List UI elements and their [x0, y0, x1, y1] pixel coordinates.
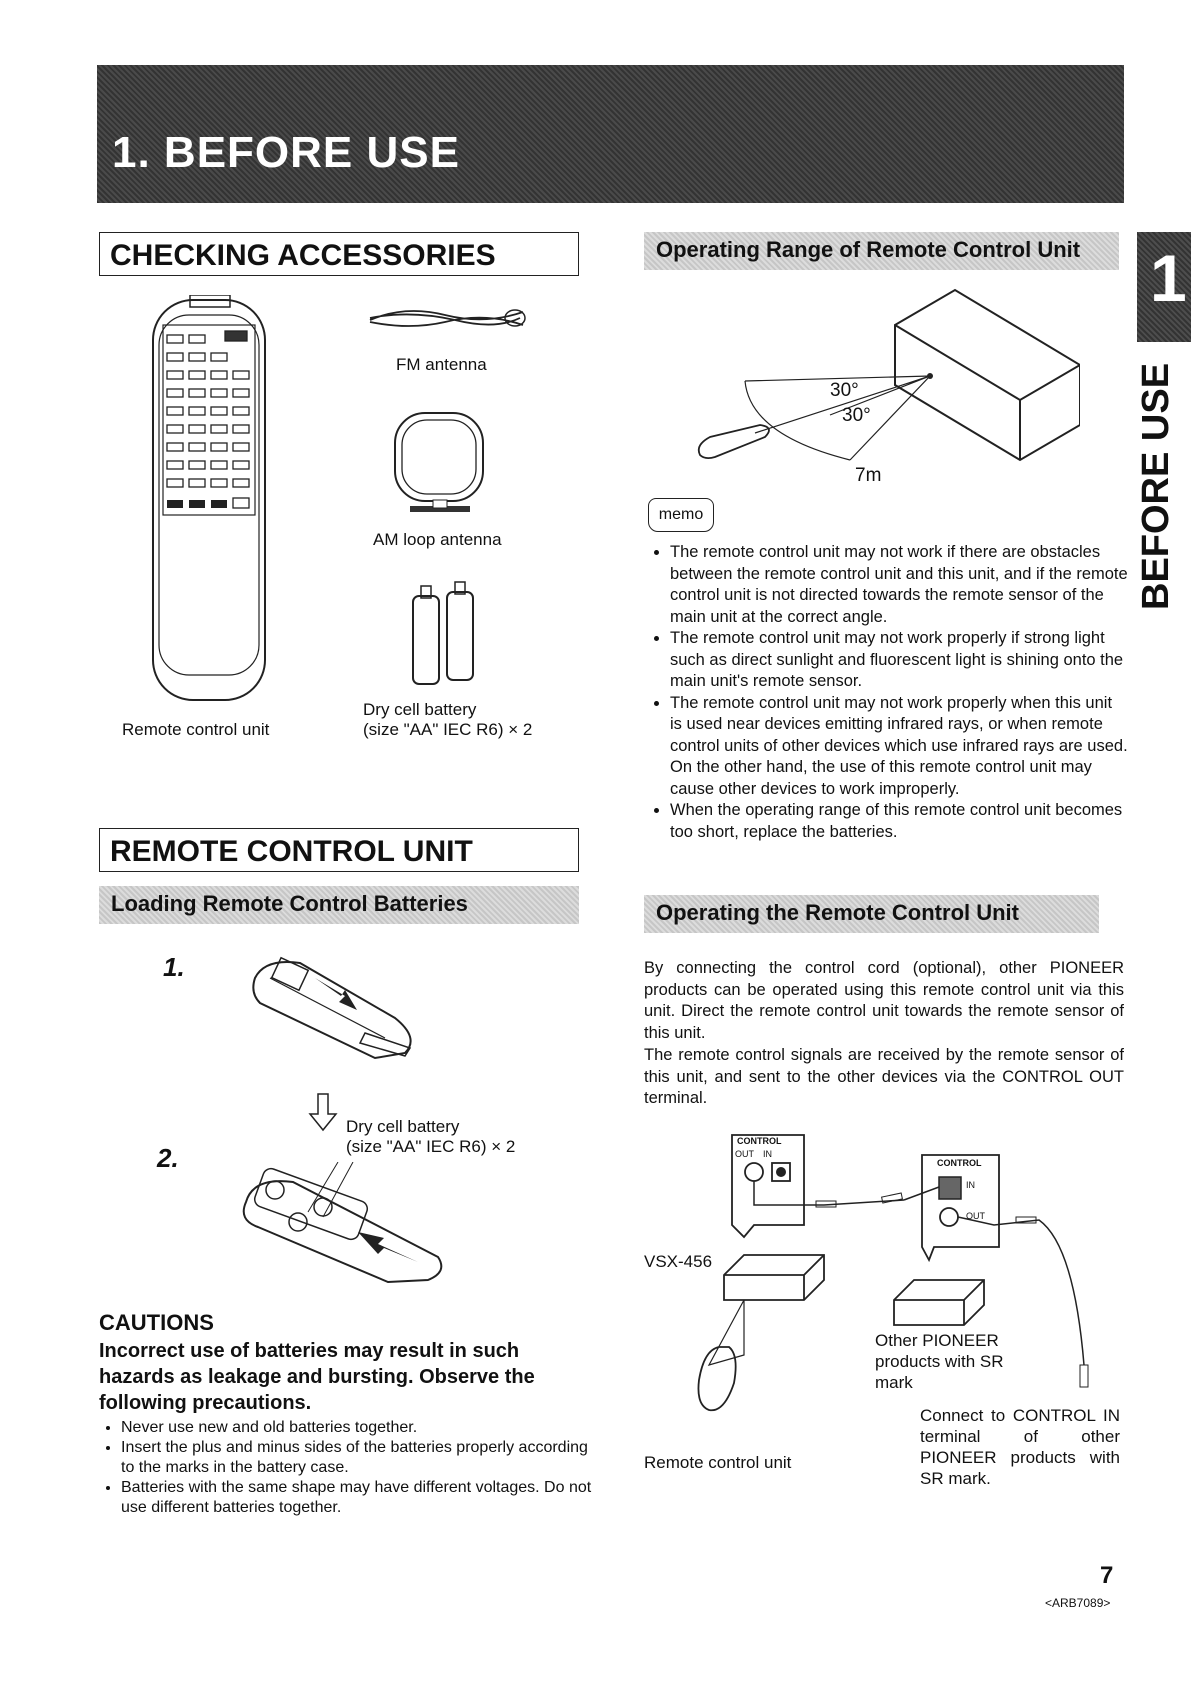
side-tab-label-wrap — [1125, 330, 1191, 620]
distance-label: 7m — [855, 465, 882, 486]
list-item-text: The remote control unit may not work properly when this unit is used near devices emitting infrared rays, or when remote control units of other devices which use infrared rays are used. — [670, 693, 1128, 755]
angle-label-1: 30° — [830, 380, 859, 401]
model-label: VSX-456 — [644, 1252, 713, 1271]
other-products-label: Other PIONEER products with SR mark — [875, 1331, 1004, 1392]
cautions-warning: Incorrect use of batteries may result in such hazards as leakage and bursting. Observe the following precautions. — [99, 1340, 535, 1414]
list-item: • The remote control unit may not work if there are obstacles between the remote control unit and this unit, and if the remote control unit is not directed towards the remote sensor of the main unit at the correct angle. — [670, 542, 1128, 628]
step-2-battery-line1: Dry cell battery — [346, 1117, 460, 1136]
step-2-illustration — [238, 1162, 453, 1287]
operating-heading: Operating the Remote Control Unit — [644, 895, 1099, 933]
right-out-label: OUT — [966, 1211, 985, 1221]
right-in-label: IN — [966, 1180, 975, 1190]
list-item: • The remote control unit may not work properly if strong light such as direct sunlight and fluorescent light is shining onto the main unit's remote sensor. — [670, 628, 1128, 693]
range-notes — [648, 542, 1128, 843]
step-2-number: 2. — [157, 1143, 179, 1173]
down-arrow-icon — [308, 1092, 338, 1132]
battery-caption-line2: (size "AA" IEC R6) × 2 — [363, 720, 533, 739]
list-item: • Never use new and old batteries together. — [121, 1418, 601, 1438]
side-tab-number: 1 — [1150, 241, 1187, 315]
angle-label-2: 30° — [842, 405, 871, 426]
memo-icon: memo — [648, 498, 714, 532]
right-control-label: CONTROL — [937, 1158, 982, 1168]
side-tab-label: BEFORE USE — [1135, 362, 1177, 610]
left-control-label: CONTROL — [737, 1136, 782, 1146]
range-heading: Operating Range of Remote Control Unit — [644, 232, 1119, 270]
loading-batteries-heading: Loading Remote Control Batteries — [99, 886, 579, 924]
document-code: <ARB7089> — [1045, 1596, 1111, 1610]
remote-illustration — [145, 295, 275, 710]
list-item: • Insert the plus and minus sides of the batteries properly according to the marks in the battery case. — [121, 1438, 601, 1478]
list-item: • Batteries with the same shape may have different voltages. Do not use different batteries together. — [121, 1478, 601, 1518]
fm-caption: FM antenna — [396, 355, 487, 374]
remote-section-heading: REMOTE CONTROL UNIT — [99, 828, 579, 872]
am-caption: AM loop antenna — [373, 530, 502, 549]
range-list — [648, 542, 1128, 843]
list-item-extra: On the other hand, the use of this remote control unit may cause other devices to work improperly. — [670, 758, 1092, 798]
connect-note: Connect to CONTROL IN terminal of other PIONEER products with SR mark. — [920, 1406, 1120, 1488]
fm-antenna-illustration — [365, 300, 530, 340]
battery-caption-line1: Dry cell battery — [363, 700, 477, 719]
step-1-number: 1. — [163, 952, 185, 982]
cautions-title: CAUTIONS — [99, 1310, 214, 1335]
range-illustration — [695, 285, 1080, 495]
operating-para-1: By connecting the control cord (optional), other PIONEER products can be operated using this remote control unit via this unit. Direct the remote control unit towards the remote sensor of this unit. — [644, 959, 1124, 1042]
remote-caption: Remote control unit — [122, 720, 270, 739]
left-out-label: OUT — [735, 1149, 754, 1159]
step-2-battery-line2: (size "AA" IEC R6) × 2 — [346, 1137, 516, 1156]
page-number: 7 — [1100, 1562, 1114, 1589]
step-1-illustration — [245, 948, 425, 1063]
list-item: • When the operating range of this remote control unit becomes too short, replace the batteries. — [670, 800, 1128, 843]
left-in-label: IN — [763, 1149, 772, 1159]
cautions-list — [99, 1418, 601, 1518]
am-antenna-illustration — [390, 408, 490, 518]
connection-remote-caption: Remote control unit — [644, 1453, 792, 1472]
checking-heading: CHECKING ACCESSORIES — [99, 232, 579, 276]
page-title: 1. BEFORE USE — [112, 128, 460, 177]
operating-para-2: The remote control signals are received by the remote sensor of this unit, and sent to the other devices via the CONTROL OUT terminal. — [644, 1046, 1124, 1107]
battery-illustration — [405, 578, 485, 688]
list-item — [670, 693, 1128, 801]
